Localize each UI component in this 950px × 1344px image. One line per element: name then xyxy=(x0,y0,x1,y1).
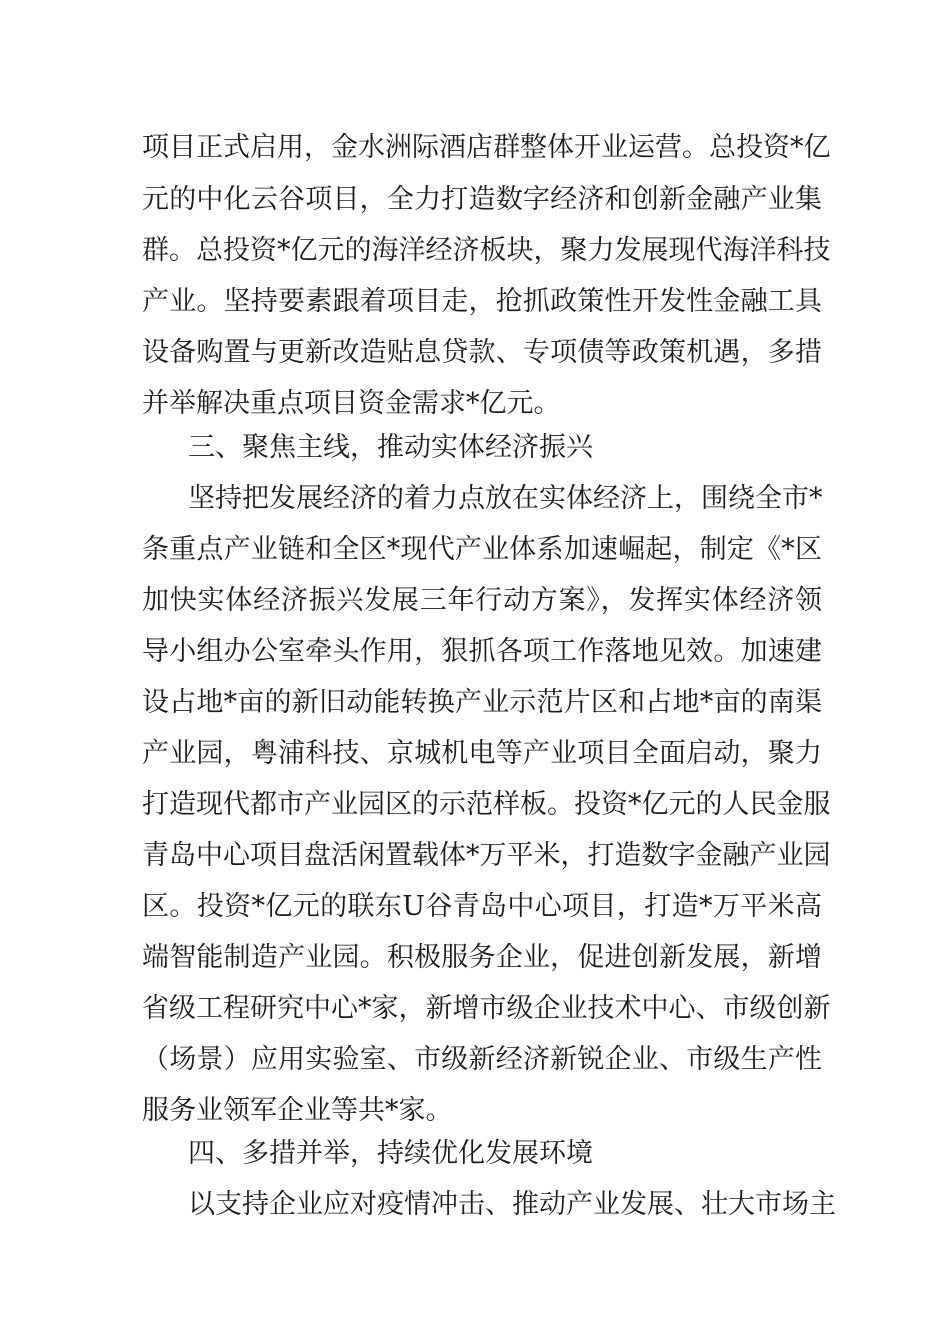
paragraph-line: 项目正式启用，金水洲际酒店群整体开业运营。总投资*亿 xyxy=(142,132,831,163)
paragraph-line: 端智能制造产业园。积极服务企业，促进创新发展，新增 xyxy=(142,942,822,973)
paragraph-line: 打造现代都市产业园区的示范样板。投资*亿元的人民金服 xyxy=(142,789,831,820)
paragraph-line: 以支持企业应对疫情冲击、推动产业发展、壮大市场主 xyxy=(188,1189,836,1220)
paragraph-line: 坚持把发展经济的着力点放在实体经济上，围绕全市* xyxy=(188,483,823,514)
paragraph-line: 并举解决重点项目资金需求*亿元。 xyxy=(142,388,561,419)
paragraph-line: 加快实体经济振兴发展三年行动方案》，发挥实体经济领 xyxy=(142,585,822,616)
paragraph-line: 设备购置与更新改造贴息贷款、专项债等政策机遇，多措 xyxy=(142,337,822,368)
paragraph-line: 设占地*亩的新旧动能转换产业示范片区和占地*亩的南渠 xyxy=(142,687,822,718)
paragraph-line: 群。总投资*亿元的海洋经济板块，聚力发展现代海洋科技 xyxy=(142,235,831,266)
paragraph-line: 条重点产业链和全区*现代产业体系加速崛起，制定《*区 xyxy=(142,534,822,565)
paragraph-line: 省级工程研究中心*家，新增市级企业技术中心、市级创新 xyxy=(142,993,831,1024)
paragraph-line: 区。投资*亿元的联东U谷青岛中心项目，打造*万平米高 xyxy=(142,891,822,922)
section-heading: 四、多措并举，持续优化发展环境 xyxy=(188,1138,593,1169)
paragraph-line: 产业园，粤浦科技、京城机电等产业项目全面启动，聚力 xyxy=(142,738,822,769)
paragraph-line: 青岛中心项目盘活闲置载体*万平米，打造数字金融产业园 xyxy=(142,840,831,871)
paragraph-line: （场景）应用实验室、市级新经济新锐企业、市级生产性 xyxy=(142,1044,822,1075)
paragraph-line: 导小组办公室牵头作用，狠抓各项工作落地见效。加速建 xyxy=(142,636,822,667)
paragraph-line: 产业。坚持要素跟着项目走，抢抓政策性开发性金融工具 xyxy=(142,286,822,317)
section-heading: 三、聚焦主线，推动实体经济振兴 xyxy=(188,432,593,463)
paragraph-line: 服务业领军企业等共*家。 xyxy=(142,1095,453,1126)
paragraph-line: 元的中化云谷项目，全力打造数字经济和创新金融产业集 xyxy=(142,184,822,215)
